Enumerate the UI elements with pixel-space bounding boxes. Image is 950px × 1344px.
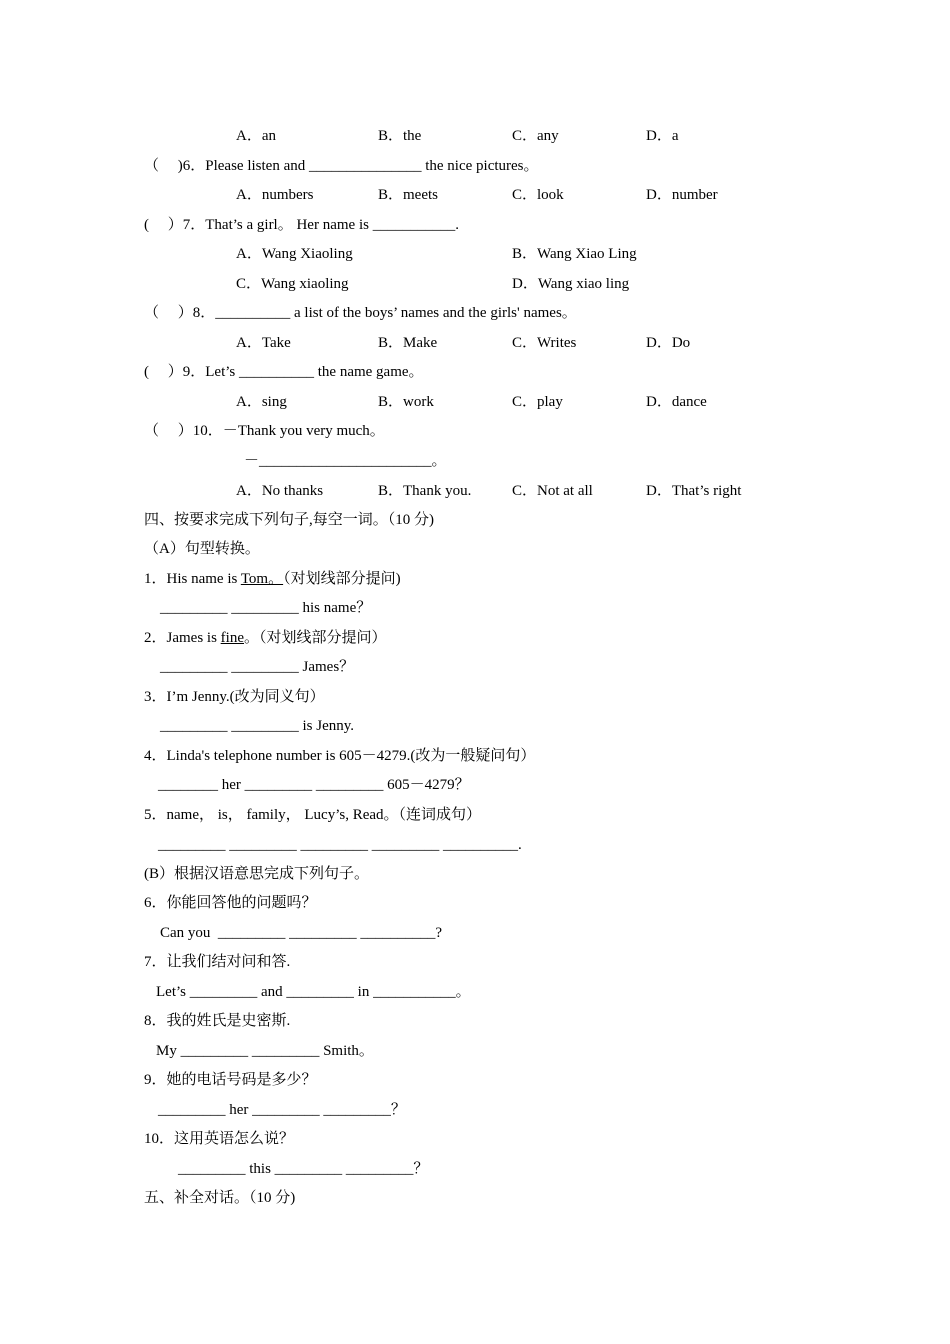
s8-question: 8．我的姓氏是史密斯.	[144, 1013, 291, 1029]
q8-option-a: A．Take	[236, 335, 291, 351]
s2-answer-line: _________ _________ James？	[160, 659, 355, 675]
section4-heading: 四、按要求完成下列句子,每空一词。（10 分)	[144, 512, 434, 528]
s6-question: 6．你能回答他的问题吗？	[144, 895, 317, 911]
q9-option-a: A．sing	[236, 394, 287, 410]
s5-question: 5．name， is， family， Lucy’s, Read。（连词成句）	[144, 807, 482, 823]
q10-option-a: A．No thanks	[236, 483, 324, 499]
q10-option-b: B．Thank you.	[378, 483, 472, 499]
q6-option-d: D．number	[646, 187, 718, 203]
s1-underlined-word: Tom。	[240, 571, 284, 587]
s2-question	[144, 628, 387, 648]
q9-stem: ( ）9．Let’s __________ the name game。	[144, 364, 424, 380]
q8-stem: （ ）8．__________ a list of the boys’ names and the girls' names。	[144, 305, 577, 321]
q8-option-d: D．Do	[646, 335, 691, 351]
s2-question-post: 。（对划线部分提问）	[244, 630, 387, 646]
s9-answer-line: _________ her _________ _________？	[158, 1102, 406, 1118]
s3-answer-line: _________ _________ is Jenny.	[160, 718, 355, 734]
s1-question-post: （对划线部分提问)	[283, 571, 401, 587]
q6-option-c: C．look	[512, 187, 564, 203]
s7-answer-line: Let’s _________ and _________ in ___________。	[156, 984, 471, 1000]
s6-answer-line: Can you _________ _________ __________?	[160, 925, 443, 941]
s2-question-pre: 2．James is	[144, 630, 221, 646]
s5-answer-line: _________ _________ _________ _________ __________.	[158, 837, 522, 853]
q10-stem: （ ）10．－Thank you very much。	[144, 423, 385, 439]
s7-question: 7．让我们结对问和答.	[144, 954, 291, 970]
q5-option-d: D．a	[646, 128, 679, 144]
section4-part-b-heading: (B）根据汉语意思完成下列句子。	[144, 866, 370, 882]
q6-option-a: A．numbers	[236, 187, 314, 203]
s2-underlined-word: fine	[220, 630, 244, 646]
s4-answer-line: ________ her _________ _________ 605－4279？	[158, 777, 470, 793]
q7-option-a: A．Wang Xiaoling	[236, 246, 353, 262]
q7-option-d: D．Wang xiao ling	[512, 276, 630, 292]
q5-option-b: B．the	[378, 128, 422, 144]
q5-option-a: A．an	[236, 128, 276, 144]
s3-question: 3．I’m Jenny.(改为同义句）	[144, 689, 325, 705]
q6-stem: （ )6．Please listen and _______________ the nice pictures。	[144, 158, 539, 174]
s1-question	[144, 569, 401, 589]
q9-option-c: C．play	[512, 394, 563, 410]
s1-answer-line: _________ _________ his name？	[160, 600, 372, 616]
q9-option-d: D．dance	[646, 394, 707, 410]
q7-option-b: B．Wang Xiao Ling	[512, 246, 637, 262]
q8-option-b: B．Make	[378, 335, 438, 351]
s1-question-pre: 1．His name is	[144, 571, 241, 587]
q6-option-b: B．meets	[378, 187, 438, 203]
q10-reply: －_______________________。	[244, 453, 447, 469]
q8-option-c: C．Writes	[512, 335, 577, 351]
s4-question: 4．Linda's telephone number is 605－4279.(改为一般疑问句）	[144, 748, 536, 764]
s8-answer-line: My _________ _________ Smith。	[156, 1043, 374, 1059]
q10-option-d: D．That’s right	[646, 483, 742, 499]
section4-part-a-heading: （A）句型转换。	[144, 541, 260, 557]
s9-question: 9．她的电话号码是多少？	[144, 1072, 317, 1088]
q7-stem: ( ）7．That’s a girl。 Her name is ___________.	[144, 217, 459, 233]
s10-question: 10．这用英语怎么说？	[144, 1131, 295, 1147]
q7-option-c: C．Wang xiaoling	[236, 276, 349, 292]
q5-option-c: C．any	[512, 128, 559, 144]
q10-option-c: C．Not at all	[512, 483, 593, 499]
s10-answer-line: _________ this _________ _________？	[178, 1161, 429, 1177]
q9-option-b: B．work	[378, 394, 434, 410]
section5-heading: 五、补全对话。（10 分)	[144, 1190, 296, 1206]
